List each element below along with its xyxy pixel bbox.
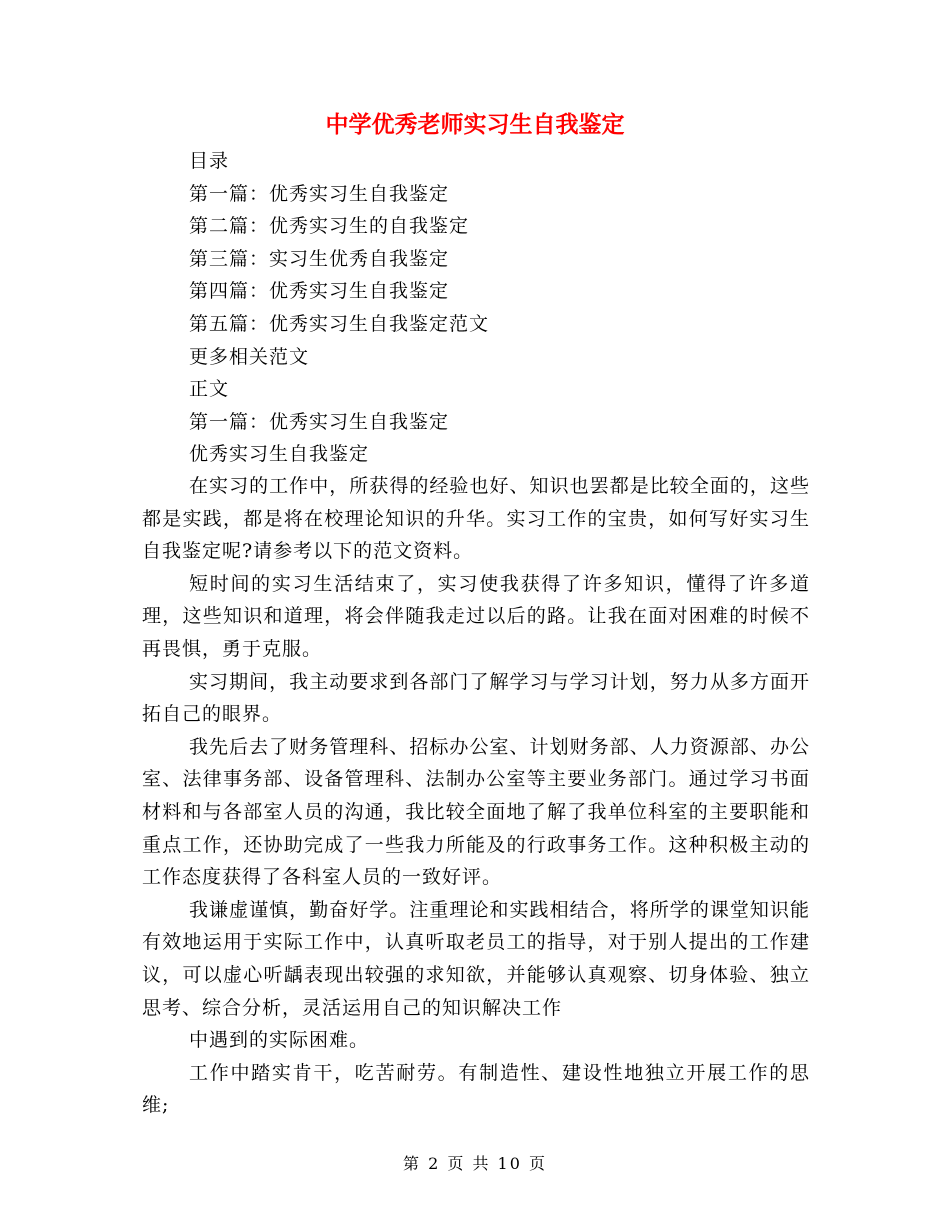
page-footer: 第 2 页 共 10 页 — [403, 1154, 547, 1173]
paragraph: 在实习的工作中，所获得的经验也好、知识也罢都是比较全面的，这些都是实践，都是将在校理论知识的升华。实习工作的宝贵，如何写好实习生自我鉴定呢?请参考以下的范文资料。 — [142, 475, 810, 563]
body-text — [142, 470, 810, 1122]
toc-heading: 目录 — [189, 150, 230, 172]
toc-item-5: 第五篇：优秀实习生自我鉴定范文 — [189, 312, 490, 335]
section-subheading: 优秀实习生自我鉴定 — [189, 443, 370, 466]
toc-item-4: 第四篇：优秀实习生自我鉴定 — [189, 280, 450, 303]
paragraph: 我先后去了财务管理科、招标办公室、计划财务部、人力资源部、办公室、法律事务部、设备管理科、法制办公室等主要业务部门。通过学习书面材料和与各部室人员的沟通，我比较全面地了解了我单位科室的主要职能和重点工作，还协助完成了一些我力所能及的行政事务工作。这种积极主动的工作态度获得了各科室人员的一致好评。 — [142, 735, 810, 889]
toc-item-more: 更多相关范文 — [189, 345, 310, 368]
toc-item-1: 第一篇：优秀实习生自我鉴定 — [189, 182, 450, 205]
section-heading: 第一篇：优秀实习生自我鉴定 — [189, 410, 450, 433]
toc-item-3: 第三篇：实习生优秀自我鉴定 — [189, 247, 450, 270]
paragraph: 短时间的实习生活结束了，实习使我获得了许多知识，懂得了许多道理，这些知识和道理，将会伴随我走过以后的路。让我在面对困难的时候不再畏惧，勇于克服。 — [142, 572, 810, 660]
toc-item-2: 第二篇：优秀实习生的自我鉴定 — [189, 215, 470, 238]
main-text-heading: 正文 — [189, 378, 230, 401]
paragraph: 工作中踏实肯干，吃苦耐劳。有制造性、建设性地独立开展工作的思维; — [142, 1061, 810, 1117]
document-title: 中学优秀老师实习生自我鉴定 — [325, 111, 625, 138]
paragraph: 我谦虚谨慎，勤奋好学。注重理论和实践相结合，将所学的课堂知识能有效地运用于实际工作中，认真听取老员工的指导，对于别人提出的工作建议，可以虚心听龋表现出较强的求知欲，并能够认真观察、切身体验、独立思考、综合分析，灵活运用自己的知识解决工作 — [142, 898, 810, 1019]
paragraph: 实习期间，我主动要求到各部门了解学习与学习计划，努力从多方面开拓自己的眼界。 — [142, 670, 810, 726]
table-of-contents — [189, 145, 489, 471]
paragraph: 中遇到的实际困难。 — [189, 1029, 370, 1052]
